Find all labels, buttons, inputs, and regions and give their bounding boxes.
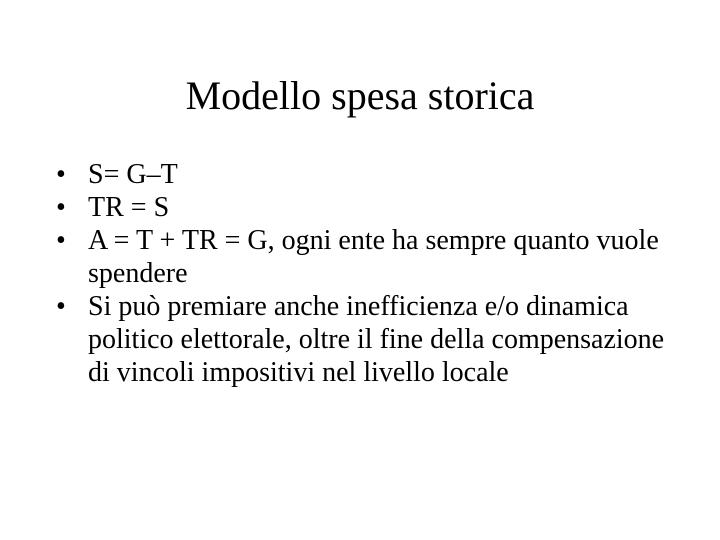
bullet-list: [56, 158, 676, 389]
slide-title: Modello spesa storica: [185, 73, 535, 118]
bullet-icon: •: [56, 192, 66, 223]
bullet-item: [56, 290, 676, 389]
bullet-text: TR = S: [88, 192, 170, 223]
bullet-text: A = T + TR = G, ogni ente ha sempre quanto vuole spendere: [88, 225, 659, 289]
bullet-item: [56, 224, 676, 290]
bullet-icon: •: [56, 225, 66, 256]
bullet-item: [56, 158, 676, 191]
bullet-text: S= G–T: [88, 159, 178, 190]
bullet-text: Si può premiare anche inefficienza e/o dinamica politico elettorale, oltre il fine della compensazione di vincoli impositivi nel livello locale: [88, 291, 665, 388]
bullet-item: [56, 191, 676, 224]
bullet-icon: •: [56, 159, 66, 190]
bullet-icon: •: [56, 291, 66, 322]
